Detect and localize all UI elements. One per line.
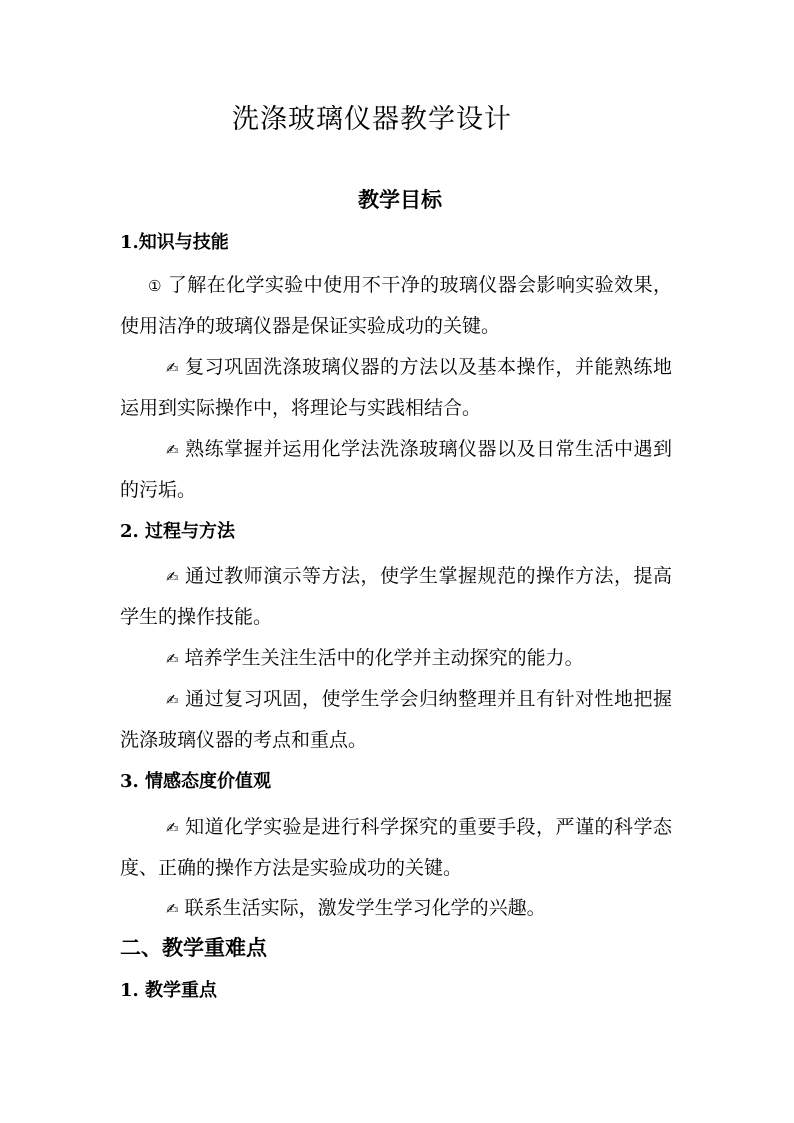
section-heading-process-methods: 2. 过程与方法 xyxy=(120,521,236,542)
objective-item xyxy=(120,347,672,428)
writing-hand-icon: ✍ xyxy=(166,441,180,459)
objective-text: 通过教师演示等方法，使学生掌握规范的操作方法，提高学生的操作技能。 xyxy=(120,565,672,628)
objective-item xyxy=(120,807,672,888)
objective-text: 熟练掌握并运用化学法洗涤玻璃仪器以及日常生活中遇到的污垢。 xyxy=(120,438,672,501)
part-two-heading: 二、教学重难点 xyxy=(120,935,267,960)
objective-item xyxy=(120,638,672,679)
section-heading-attitudes-values: 3. 情感态度价值观 xyxy=(120,771,272,792)
objective-item xyxy=(120,265,672,346)
teaching-focus-heading: 1. 教学重点 xyxy=(120,980,218,1001)
writing-hand-icon: ✍ xyxy=(166,650,179,668)
writing-hand-icon: ✍ xyxy=(166,568,180,586)
document-title: 洗涤玻璃仪器教学设计 xyxy=(232,104,512,135)
section-heading-knowledge-skills: 1.知识与技能 xyxy=(120,232,229,253)
objective-text: 了解在化学实验中使用不干净的玻璃仪器会影响实验效果，使用洁净的玻璃仪器是保证实验成功的关键。 xyxy=(120,274,672,337)
circled-number-one-marker: ① xyxy=(148,277,162,295)
objective-text: 联系生活实际，激发学生学习化学的兴趣。 xyxy=(184,897,546,919)
writing-hand-icon: ✍ xyxy=(166,359,180,377)
objective-item xyxy=(120,429,672,510)
writing-hand-icon: ✍ xyxy=(166,819,180,837)
writing-hand-icon: ✍ xyxy=(166,691,180,709)
objective-item xyxy=(120,888,672,929)
writing-hand-icon: ✍ xyxy=(166,900,179,918)
objective-text: 复习巩固洗涤玻璃仪器的方法以及基本操作，并能熟练地运用到实际操作中，将理论与实践相结合。 xyxy=(120,356,672,419)
objectives-title: 教学目标 xyxy=(358,187,442,212)
objective-text: 通过复习巩固，使学生学会归纳整理并且有针对性地把握洗涤玻璃仪器的考点和重点。 xyxy=(120,688,672,751)
objective-text: 培养学生关注生活中的化学并主动探究的能力。 xyxy=(184,647,584,669)
objective-item xyxy=(120,679,672,760)
objective-text: 知道化学实验是进行科学探究的重要手段，严谨的科学态度、正确的操作方法是实验成功的关键。 xyxy=(120,816,672,879)
objective-item xyxy=(120,556,672,637)
